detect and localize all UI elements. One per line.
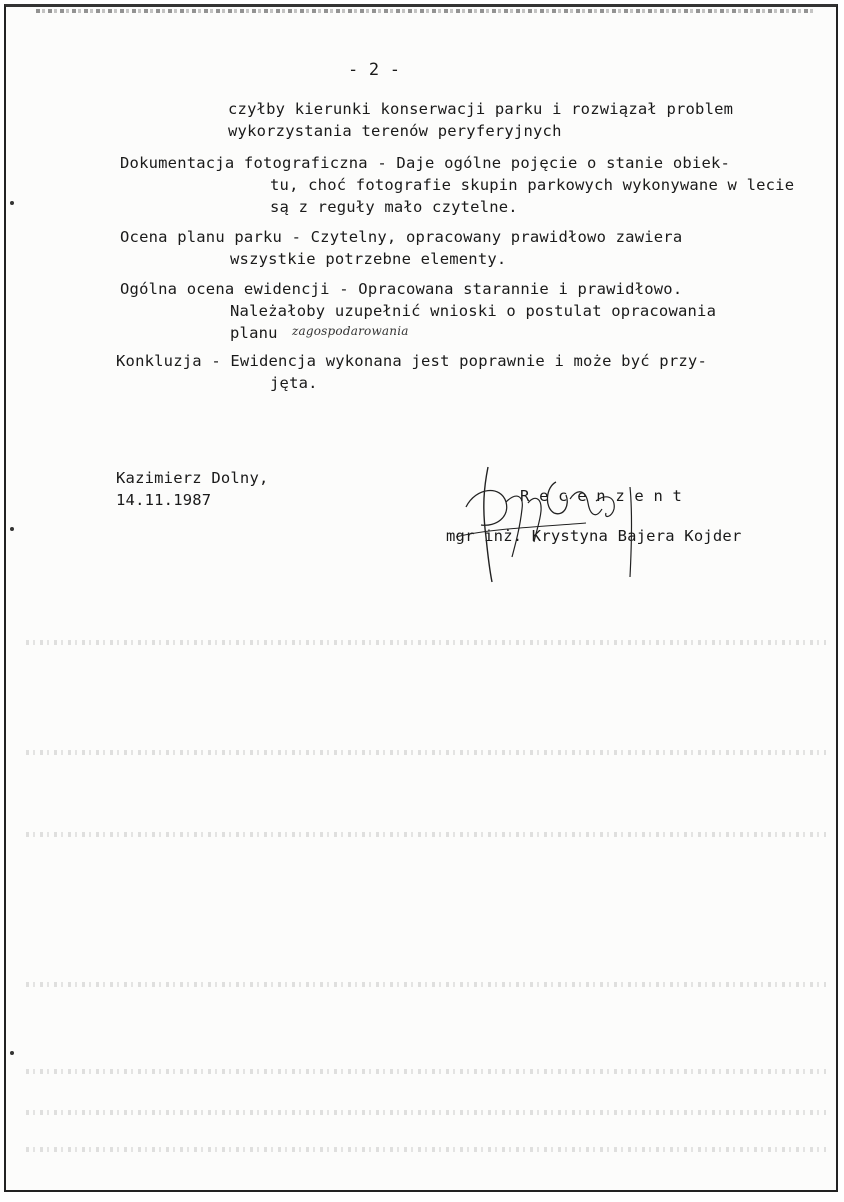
text-line: Należałoby uzupełnić wnioski o postulat opracowania (230, 302, 717, 320)
place: Kazimierz Dolny, (116, 469, 269, 487)
text-line: planu (230, 324, 278, 342)
page-number: - 2 - (348, 60, 401, 80)
text-line: czyłby kierunki konserwacji parku i rozwiązał problem (228, 100, 734, 118)
text-line: wykorzystania terenów peryferyjnych (228, 122, 562, 140)
scan-artifact (26, 640, 826, 645)
scan-artifact (26, 750, 826, 755)
section-general-evaluation: Ogólna ocena ewidencji - Opracowana starannie i prawidłowo. (120, 280, 683, 298)
punch-hole-mark (10, 527, 14, 531)
reviewer-title: R e c e n z e n t (520, 487, 683, 505)
punch-hole-mark (10, 201, 14, 205)
reviewer-name: mgr inż. Krystyna Bajera Kojder (446, 527, 742, 545)
document-page (4, 4, 838, 1192)
text-line: są z reguły mało czytelne. (270, 198, 518, 216)
handwritten-insert: zagospodarowania (292, 324, 409, 338)
section-documentation: Dokumentacja fotograficzna - Daje ogólne pojęcie o stanie obiek- (120, 154, 731, 172)
date: 14.11.1987 (116, 491, 212, 509)
text-line: jęta. (270, 374, 318, 392)
scan-artifact (26, 1147, 826, 1152)
scan-artifact (26, 1069, 826, 1074)
handwritten-signature (446, 447, 646, 597)
section-conclusion: Konkluzja - Ewidencja wykonana jest poprawnie i może być przy- (116, 352, 707, 370)
section-plan-evaluation: Ocena planu parku - Czytelny, opracowany prawidłowo zawiera (120, 228, 683, 246)
punch-hole-mark (10, 1051, 14, 1055)
text-line: wszystkie potrzebne elementy. (230, 250, 507, 268)
scan-artifact (26, 1110, 826, 1115)
scan-artifact (26, 982, 826, 987)
scan-artifact (26, 832, 826, 837)
text-line: tu, choć fotografie skupin parkowych wykonywane w lecie (270, 176, 795, 194)
scan-artifact (36, 9, 816, 13)
